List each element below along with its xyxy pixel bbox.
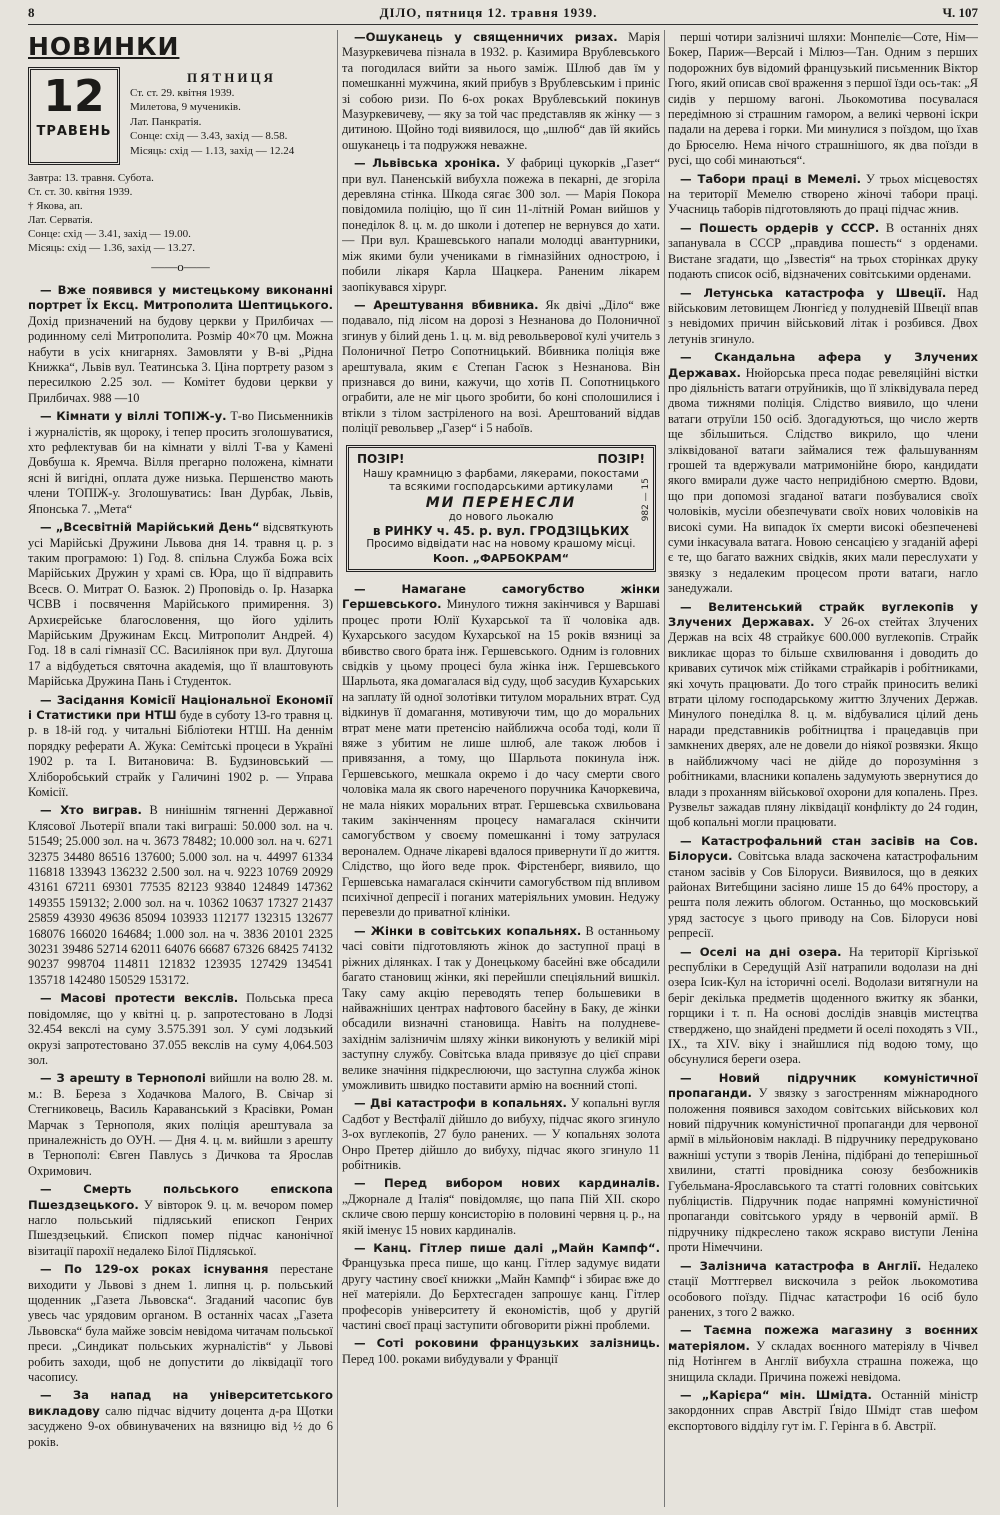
ad-line: Просимо відвідати нас на новому крашому місці. bbox=[366, 538, 636, 551]
weekday: ПЯТНИЦЯ bbox=[187, 70, 276, 85]
news-body: В останніх днях запанувала в СССР „правдива пошесть“ з орденами. Вистане згадати, що „Ізвестія“ на трьох сторінках друку подають список осіб, відзначених совітськими орденами. bbox=[668, 220, 978, 282]
news-item bbox=[342, 30, 660, 153]
news-body: В нинішнім тягненні Державної Клясової Льотерії впали такі виграші: 50.000 зол. на ч. 51549; 25.000 зол. на ч. 3673 78482; 10.000 зол. на ч. 6271 32375 34480 86516 137600; 5.000 зол. на ч. 44997 61334 116818 133943 136232 2.500 зол. на ч. 9223 10769 20929 43161 67211 69301 77535 82123 93840 124849 147362 149355 159132; 2.000 зол. на ч. 10362 10637 17327 21437 25859 43930 49636 85094 103933 112177 132315 132677 168076 166020 164684; 1.000 зол. на ч. 3836 20101 2325 30231 39486 52714 62011 64076 66687 67326 68425 74132 90237 998704 114811 121832 123935 127429 134541 135718 142480 150529 153172. bbox=[28, 803, 333, 987]
news-headline: — „Всесвітній Марійський День“ bbox=[40, 520, 260, 535]
tomorrow-line: † Якова, ап. bbox=[28, 200, 83, 212]
ad-line: до нового льокалю bbox=[448, 510, 554, 523]
news-headline: — Вже появився у мистецькому виконанні портрет Їх Ексц. Митрополита Шептицького. bbox=[28, 283, 333, 313]
news-headline: — Табори праці в Мемелі. bbox=[680, 171, 862, 186]
news-headline: — Хто виграв. bbox=[40, 803, 142, 818]
news-item bbox=[342, 298, 660, 437]
news-body: „Джорнале д Італія“ повідомляє, що папа Пій XII. скоро скличе свою першу консисторію в половині червня ц. р., на якій іменує 15 нових кардиналів. bbox=[342, 1191, 660, 1237]
news-headline: — Дві катастрофи в копальнях. bbox=[354, 1096, 567, 1111]
news-body: Марія Мазуркевичева пізнала в 1932. р. Казимира Врублевського та погодилася вийти за нього заміж. Шлюб дав їм у помешканні мужчина, який прибув з Врублевським і приніс зі собою ризи. По 6-ох роках Врублевський покинув Мазуркевичеву, — яку за той час представляв як жінку — з дитиною. Щойно тоді виявилося, що „шлюб“ дав їй якийсь ошуканець і та подружжя неважне. bbox=[342, 30, 660, 152]
news-item bbox=[28, 803, 333, 988]
date-info bbox=[130, 67, 333, 165]
news-item bbox=[28, 693, 333, 801]
news-headline: — Летунська катастрофа у Швеції. bbox=[680, 285, 947, 300]
news-item bbox=[28, 991, 333, 1068]
news-item bbox=[28, 283, 333, 406]
news-headline: — Катастрофальний стан засівів на Сов. Білоруси. bbox=[668, 833, 978, 864]
news-headline: — Скандальна афера у Злучених Державах. bbox=[668, 350, 978, 380]
news-item bbox=[668, 30, 978, 169]
news-item bbox=[28, 1071, 333, 1179]
news-items-col2b bbox=[342, 582, 660, 1367]
news-body: Останній міністр закордонних справ Австрії Ґвідо Шмідт став шефом експортового відділу гут ім. Г. Герінга в б. Австрії. bbox=[668, 1387, 978, 1433]
section-title: НОВИНКИ bbox=[28, 32, 180, 61]
news-body: У фабриці цукорків „Газет“ при вул. Паненській вибухла пожежа в пекарні, де згоріла деревляна стінка. Шкода сягає 300 зол. — Марія Покора повідомила поліцію, що її син 11-літній Роман вийшов у понеділок 8. ц. м. до школи і дотепер не вернувся до хати. — При вул. Крашевського напали молодці авантурники, між якими були учениками в гімназійних однострою, і побили лікаря Карла Шацкера. Раненим лікарем заопікувався хірург. bbox=[342, 156, 660, 294]
news-item bbox=[668, 1071, 978, 1256]
news-body: У трьох місцевостях на території Мемелю створено жіночі табори праці. Учасниць таборів підготовляють до праці підчас жнив. bbox=[668, 171, 978, 217]
news-headline: —Ошуканець у священничих ризах. bbox=[354, 30, 618, 44]
news-body: Французька преса пише, що канц. Гітлер задумує видати другу частину своєї книжки „Майн Кампф“ і збирає вже до неї матеріяли. До Берхтесгаден запрошує канц. Гітлер професорів університету й економістів, щоб у другій частині своєї праці заступити обговорити ріжні проблеми. bbox=[342, 1256, 660, 1333]
news-headline: — Жінки в совітських копальнях. bbox=[354, 923, 582, 938]
news-headline: — Намагане самогубство жінки Гершевського. bbox=[342, 581, 660, 612]
news-item bbox=[668, 286, 978, 348]
day-number: 12 bbox=[43, 71, 105, 122]
news-items-col3 bbox=[668, 30, 978, 1434]
column-rule bbox=[337, 30, 338, 1507]
news-body: салю підчас відчиту доцента д-ра Щотки засуджено 9-ох обвинувачених на вязницю від ½ до 6 років. bbox=[28, 1403, 333, 1449]
news-item bbox=[342, 1096, 660, 1173]
news-items-col2a bbox=[342, 30, 660, 437]
calendar-line: Місяць: схід — 1.13, захід — 12.24 bbox=[130, 144, 295, 157]
news-headline: — По 129-ох роках існування bbox=[40, 1262, 269, 1277]
tomorrow-line: Місяць: схід — 1.36, захід — 13.27. bbox=[28, 242, 196, 254]
news-body: В останньому часі совіти підготовляють жінок до заступної праці в ріжних ділянках. І так у Донецькому басейні вже обсадили багато становищ жінки, які перейшли спеціяльний вишкіл. Таку саму акцію переводять тепер большевики в найважніших центрах нафтового басейну в Баку, де жінки обсадили визначні становища. Навіть на полудневе-західнім залізничім шляху жінки виконують у великій мірі заступну службу. Совітська влада привязує до цієї справи велике значіння підкреслюючи, що заступна служба жінок уможливить швидко поставити армію на воєнний стопі. bbox=[342, 923, 660, 1092]
advertisement-box bbox=[346, 445, 656, 572]
news-item bbox=[28, 520, 333, 689]
news-item bbox=[342, 1176, 660, 1238]
news-item bbox=[342, 156, 660, 295]
tomorrow-line: Завтра: 13. травня. Субота. bbox=[28, 172, 154, 184]
calendar-line: Милетова, 9 мучеників. bbox=[130, 101, 241, 113]
calendar-line: Ст. ст. 29. квітня 1939. bbox=[130, 86, 235, 99]
news-headline: — За напад на університетського викладову bbox=[28, 1388, 333, 1418]
ad-attention-right: ПОЗІР! bbox=[597, 451, 645, 466]
column-3 bbox=[668, 30, 978, 1509]
news-item bbox=[28, 1262, 333, 1385]
news-item bbox=[668, 350, 978, 597]
calendar-line: Лат. Панкратія. bbox=[130, 115, 202, 128]
issue-number: Ч. 107 bbox=[942, 5, 978, 20]
ad-code: 982 — 15 bbox=[641, 477, 651, 521]
news-item bbox=[668, 1323, 978, 1385]
news-body: вийшли на волю 28. м. м.: В. Береза з Ходачкова Малого, В. Свічар зі Стегниковець, Василь Караванський з Красівки, Роман Марчак з Тернополя, яких поліція арештувала за приналежність до ОУН. — Дня 4. ц. м. вийшли з арешту в Тернополі: Євген Павлусь з Дичкова та Ярослав Охримович. bbox=[28, 1071, 333, 1178]
news-body: Минулого тижня закінчився у Варшаві процес проти Юлії Кухарської та її чоловіка адв. Кухарського засудом Кухарської на 15 років вязниці за вбивство свого брата інж. Гершевського. Одним із головних свідків у цьому процесі була жінка інж. Гершевського Шарльота, яка домагалася від суду, щоб засудив Кухарських на заплату їй одної золотівки титулом моральних втрат. Суд відкинув її домагання, мотивуючи тим, що до моральних втрат мене мати претенсію найближча особа тоді, коли її вяже з убитим не лише шлюб, але також любов і привязання, а тому, що Шарльота покинула інж. Гершевського, мешкала окремо і до часу смерти свого чоловіка мала як свого нареченого поручника Качоркевича, не мала ніяких моральних втрат. Гершевська схвильована таким закінченням процесу намагалася скінчити самогубством у своєму помешканні і тому затрулася вероналем. Одначе лікареві вдалося привернути її до життя. Слідство, що його веде прок. Фірстенберг, виявило, що Гершевська намагалася скінчити самогубством під впливом психічної депресії і поганих матеріяльних умовин. Недужу перевезли до приватної клініки. bbox=[342, 597, 660, 920]
news-item bbox=[668, 600, 978, 831]
news-item bbox=[668, 945, 978, 1068]
news-body: Дохід призначений на будову церкви у Прилбичах — родинному селі Митрополита. Розмір 40×70 цм. Можна набути в усіх книгарнях. Замовляти у В-ві „Рідна Книжка“, Львів вул. Театинська 3. Ціна портрету разом з пересилкою 2.25 зол. — Комітет будови церкви у Прилбичах. 988 —10 bbox=[28, 313, 333, 405]
news-item bbox=[342, 1241, 660, 1333]
news-item bbox=[668, 221, 978, 283]
news-body: У складах воєнного матеріялу в Чічвел під Нотінгем в Англії вибухла страшна пожежа, що знищила склади. Причина пожежі невідома. bbox=[668, 1338, 978, 1384]
news-body: Як двічі „Діло“ вже подавало, під лісом на дорозі з Незнанова до Полоничної згинув у білий день 1. ц. м. від револьверової кулі учитель з Полоничної Петро Сопотницький. Вбивника поліція вже арештувала, яким є Степан Гасюк з Незнанова. Він признався до вини, кажучи, що хотів П. Сопотницького ограбити, але не міг цього зробити, бо коні сполошилися і втікли з тілом застріленого на возі. Арештований віддав поліції револьвер „Газер“ і 5 набоїв. bbox=[342, 297, 660, 436]
separator: ——о—— bbox=[151, 259, 210, 274]
news-item bbox=[342, 582, 660, 921]
news-body: Нюйорська преса подає ревеляційні вістки про діяльність ватаги отруйників, що її зліквідувала перед двома тижнями поліція. Слідство виявило, що члени ватаги отруїли 150 осіб. Здогадуються, що число жертв ще збільшиться. Слідство викрило, що члени зліквідованої ватаги займалися теж фальшуванням грошей та вдержували матримонійне бюро, кандидати якого вмирали дуже часто непридібною смертю. Вдови, що при допомозі згаданої ватаги позбувалися своїх чоловіків, мусіли обезпечувати своїх нових чоловіків на високі суми. На випадок їх смерти високі обезпеченеві суми інкасувала ватага. Новою сенсацією у згаданій афері є те, що багато важних свідків, яких мали переслухати у звязку з недалеким процесом проти ватаги, нагло занедужали. bbox=[668, 365, 978, 596]
news-body: На території Кіргізької республіки в Середущій Азії натрапили водолази на дні озера Ісик-Кул на історичні оселі. Водолази витягнули на беріг декілька предметів щоденного вжитку як збанки, горщики і т. п. На основі дослідів знавців мистецтва стверджено, що знайдені предмети й оселі походять з VII., IX., та XIV. віку і знайшлися під водою тому, що обсунулися береги озера. bbox=[668, 944, 978, 1067]
tomorrow-line: Сонце: схід — 3.41, захід — 19.00. bbox=[28, 228, 191, 240]
news-item bbox=[342, 1336, 660, 1367]
news-item bbox=[668, 834, 978, 942]
news-headline: — Засідання Комісії Національної Економії і Статистики при НТШ bbox=[28, 692, 333, 722]
news-item bbox=[28, 409, 333, 517]
news-body: відсвяткують усі Марійські Дружини Львова дня 14. травня ц. р. з таким програмою: 1) Год. 8. спільна Служба Божа всіх Марійських Дружин у храмі св. Юра, що її відправить Всесв. О. Митрат О. Базюк. 2) Проповідь о. Ір. Назарка ЧСВВ і посвячення Марійського примирення. 3) Архиєрейське благословення, що його уділить Марійським Дружинам Ексц. Митрополит Андрей. 4) Год. 18 в салі гімназії СС. Василіянок при вул. Длугоша 17 а відбудеться святочна академія, що її влаштовують Марійська Дружина Пань і Студенток. bbox=[28, 520, 333, 689]
news-item bbox=[342, 924, 660, 1093]
ad-address: в РИНКУ ч. 45. р. вул. ГРОДЗІЦЬКИХ bbox=[372, 524, 630, 539]
news-item bbox=[28, 1388, 333, 1450]
news-item bbox=[668, 1259, 978, 1321]
news-headline: — Велитенський страйк вуглекопів у Злучених Державах. bbox=[668, 599, 978, 630]
news-body: Т-во Письменників і журналістів, як щороку, і тепер просить зголошуватися, хто рефлектував би на кімнати у віллі Т-ва у Камені Довбуша к. Яремча. Вілля прегарно положена, кімнати ясні й вигідні, оплата дуже низька. Першенство мають члени ТОПІЖ-у. Зголошуватись: Іван Дурбак, Львів, Японська 7. „Мета“ bbox=[28, 409, 333, 516]
news-body: У вівторок 9. ц. м. вечором помер нагло польський підляський епископ Генрих Пшездзецький. Єпископ помер підчас канонічної візитації парохії недалеко Білої Підляської. bbox=[28, 1197, 333, 1258]
news-body: перші чотири залізничі шляхи: Монпеліє—Соте, Нім—Бокер, Париж—Версай і Мілюз—Тан. Одним з перших подорожних був відомий французький письменник Віктор Гюго, який описав свої враження з першої їзди ось-так: „Я сидів у першому вагоні. Льокомотива посувалася передімною зі страшним гамором, а великі червоні іскри падали на дерева і горки. Ми минулися з поїздом, що їхав до Брюселю. Нема нічого страшнішого, як два поїзди в русі, що собі минаються“. bbox=[668, 30, 978, 168]
ad-attention-left: ПОЗІР! bbox=[357, 451, 405, 466]
tomorrow-block bbox=[28, 171, 333, 255]
news-item bbox=[668, 1388, 978, 1434]
news-headline: — Смерть польського епископа Пшездзецького. bbox=[28, 1182, 333, 1212]
news-item bbox=[668, 172, 978, 218]
column-2 bbox=[342, 30, 660, 1509]
news-body: Польська преса повідомляє, що у квітні ц. р. запротестовано в Лодзі 32.454 векслі на суму 3.575.391 зол. У сумі лодзький окрузі запротестовано 37.055 векслів на суму 4,064.503 зол. bbox=[28, 991, 333, 1067]
month-name: ТРАВЕНЬ bbox=[36, 124, 112, 139]
news-headline: — Залізнича катастрофа в Англії. bbox=[680, 1258, 922, 1273]
tomorrow-line: Лат. Серватія. bbox=[28, 214, 93, 226]
news-headline: — Арештування вбивника. bbox=[354, 297, 539, 312]
page-number: 8 bbox=[28, 5, 35, 20]
news-item bbox=[28, 1182, 333, 1259]
news-items-col1 bbox=[28, 283, 333, 1450]
news-headline: — Соті роковини французьких залізниць. bbox=[354, 1336, 660, 1351]
news-headline: — Львівська хроніка. bbox=[354, 156, 501, 171]
column-1 bbox=[28, 30, 333, 1509]
news-body: У копальні вугля Садбот у Вестфалії дійшло до вибуху, підчас якого згинуло 3-ох вуглекопів, 27 було ранених. — У копальнях золота Онро Претер дійшло до вибуху, підчас якого згинуло 11 робітників. bbox=[342, 1096, 660, 1172]
tomorrow-line: Ст. ст. 30. квітня 1939. bbox=[28, 186, 133, 198]
news-body: Перед 100. роками вибудували у Франції bbox=[342, 1351, 558, 1366]
news-headline: — Кімнати у віллі ТОПІЖ-у. bbox=[40, 409, 227, 424]
news-headline: — Новий підручник комуністичної пропаганди. bbox=[668, 1070, 978, 1101]
newspaper-title: ДІЛО, пятниця 12. травня 1939. bbox=[379, 5, 598, 20]
news-body: перестане виходити у Львові з днем 1. липня ц. р. польський щоденник „Газета Львовска“. Згаданий часопис був увесь час урядовим органом. В останніх часах „Газета Львовска“ була майже зовсім невідома читачам польської преси. „Синдикат польських журналістів“ у Львові робить заходи, щоб не допустити до ліквідації того часопису. bbox=[28, 1262, 333, 1385]
news-body: Над військовим летовищем Люнгієд у полудневій Швеції впав з невідомих причин військовий літак і розбився. Двох летунів згинуло. bbox=[668, 285, 978, 346]
column-rule bbox=[664, 30, 665, 1507]
ad-line: Нашу крамницю з фарбами, лякерами, покостами та всякими господарськими артикулами bbox=[363, 467, 639, 494]
news-body: У 26-ох стейтах Злучених Держав на всіх 48 страйкує 600.000 вуглекопів. Страйк викликає щораз то більше схвилювання і доводить до кривавих сутичок між стійками страйкарів і робітниками, які хочуть працювати. До того страйк приносить великі втрати цілому господарському життю Злучених Держав. Минулого понеділка 8. ц. м. відбувалися цілий день наради представників робітництва і працедавців при замкнених дверях, але не довели до ніякої розвязки. Якщо в найближчому часі не дійде до порозуміння з робітниками, власники копалень задумують звернутися до влади з проханням військової охорони для копалень. През. Рузвельт зажадав пляну ліквідації конфлікту до 24 годин, щоб копальні могли працювати. bbox=[668, 615, 978, 830]
date-block bbox=[28, 67, 333, 165]
news-headline: — Таємна пожежа магазину з воєнних матеріялом. bbox=[668, 1323, 978, 1353]
news-headline: — Пошесть ордерів у СССР. bbox=[680, 220, 880, 235]
masthead bbox=[28, 2, 978, 25]
news-body: Совітська влада заскочена катастрофальним станом засівів у Сов Білоруси. Виявилося, що в деяких районах Витебщини засіяно лише 15 до 64% простору, а решта поля лежить облогом. Останньо, що московський уряд застосує з цього приводу на Сов. Білоруси нові репресії. bbox=[668, 849, 978, 941]
ad-moved-headline: МИ ПЕРЕНЕСЛИ bbox=[425, 494, 577, 511]
news-headline: — З арешту в Тернополі bbox=[40, 1071, 206, 1086]
news-headline: — Перед вибором нових кардиналів. bbox=[354, 1176, 660, 1191]
calendar-line: Сонце: схід — 3.43, захід — 8.58. bbox=[130, 130, 288, 142]
news-headline: — Оселі на дні озера. bbox=[680, 944, 842, 959]
news-body: У звязку з загостренням міжнародного положення появився заходом совітських військових кол новий підручник комуністичної пропаганди для червоної армії в мільйоновім накладі. В підручнику передруковано важніші уступи з творів Леніна, підібрані до теперішньої хвилини, статті провідника союзу безбожників Губельмана-Ярославського та статті головних совітських публіцистів. Підручник подає напрямні комуністичної пропаганди совітського уряду в червоній армії. В підручнику підкреслено також яскраво виступи Леніна проти Німеччини. bbox=[668, 1086, 978, 1255]
news-body: Недалеко стації Моттгервел вискочила з рейок льокомотива особового поїзду. Підчас катастрофи 16 осіб було ранених, з того 2 важко. bbox=[668, 1258, 978, 1319]
ad-cooperative: Кооп. „ФАРБОКРАМ“ bbox=[433, 551, 569, 565]
news-headline: — Канц. Гітлер пише далі „Майн Кампф“. bbox=[354, 1241, 660, 1255]
day-box bbox=[28, 67, 120, 165]
news-headline: — Масові протести векслів. bbox=[40, 991, 239, 1006]
news-headline: — „Карієра“ мін. Шмідта. bbox=[680, 1387, 872, 1402]
news-body: буде в суботу 13-го травня ц. р. в 18-ій год. у читальні Бібліотеки НТШ. На деннім порядку реферати А. Жука: Семітські процеси в Україні 1902 р. та І. Витановича: В. Будзиновський — Хліборобський страйк у Галичині 1902 р. — Управа Комісії. bbox=[28, 707, 333, 799]
